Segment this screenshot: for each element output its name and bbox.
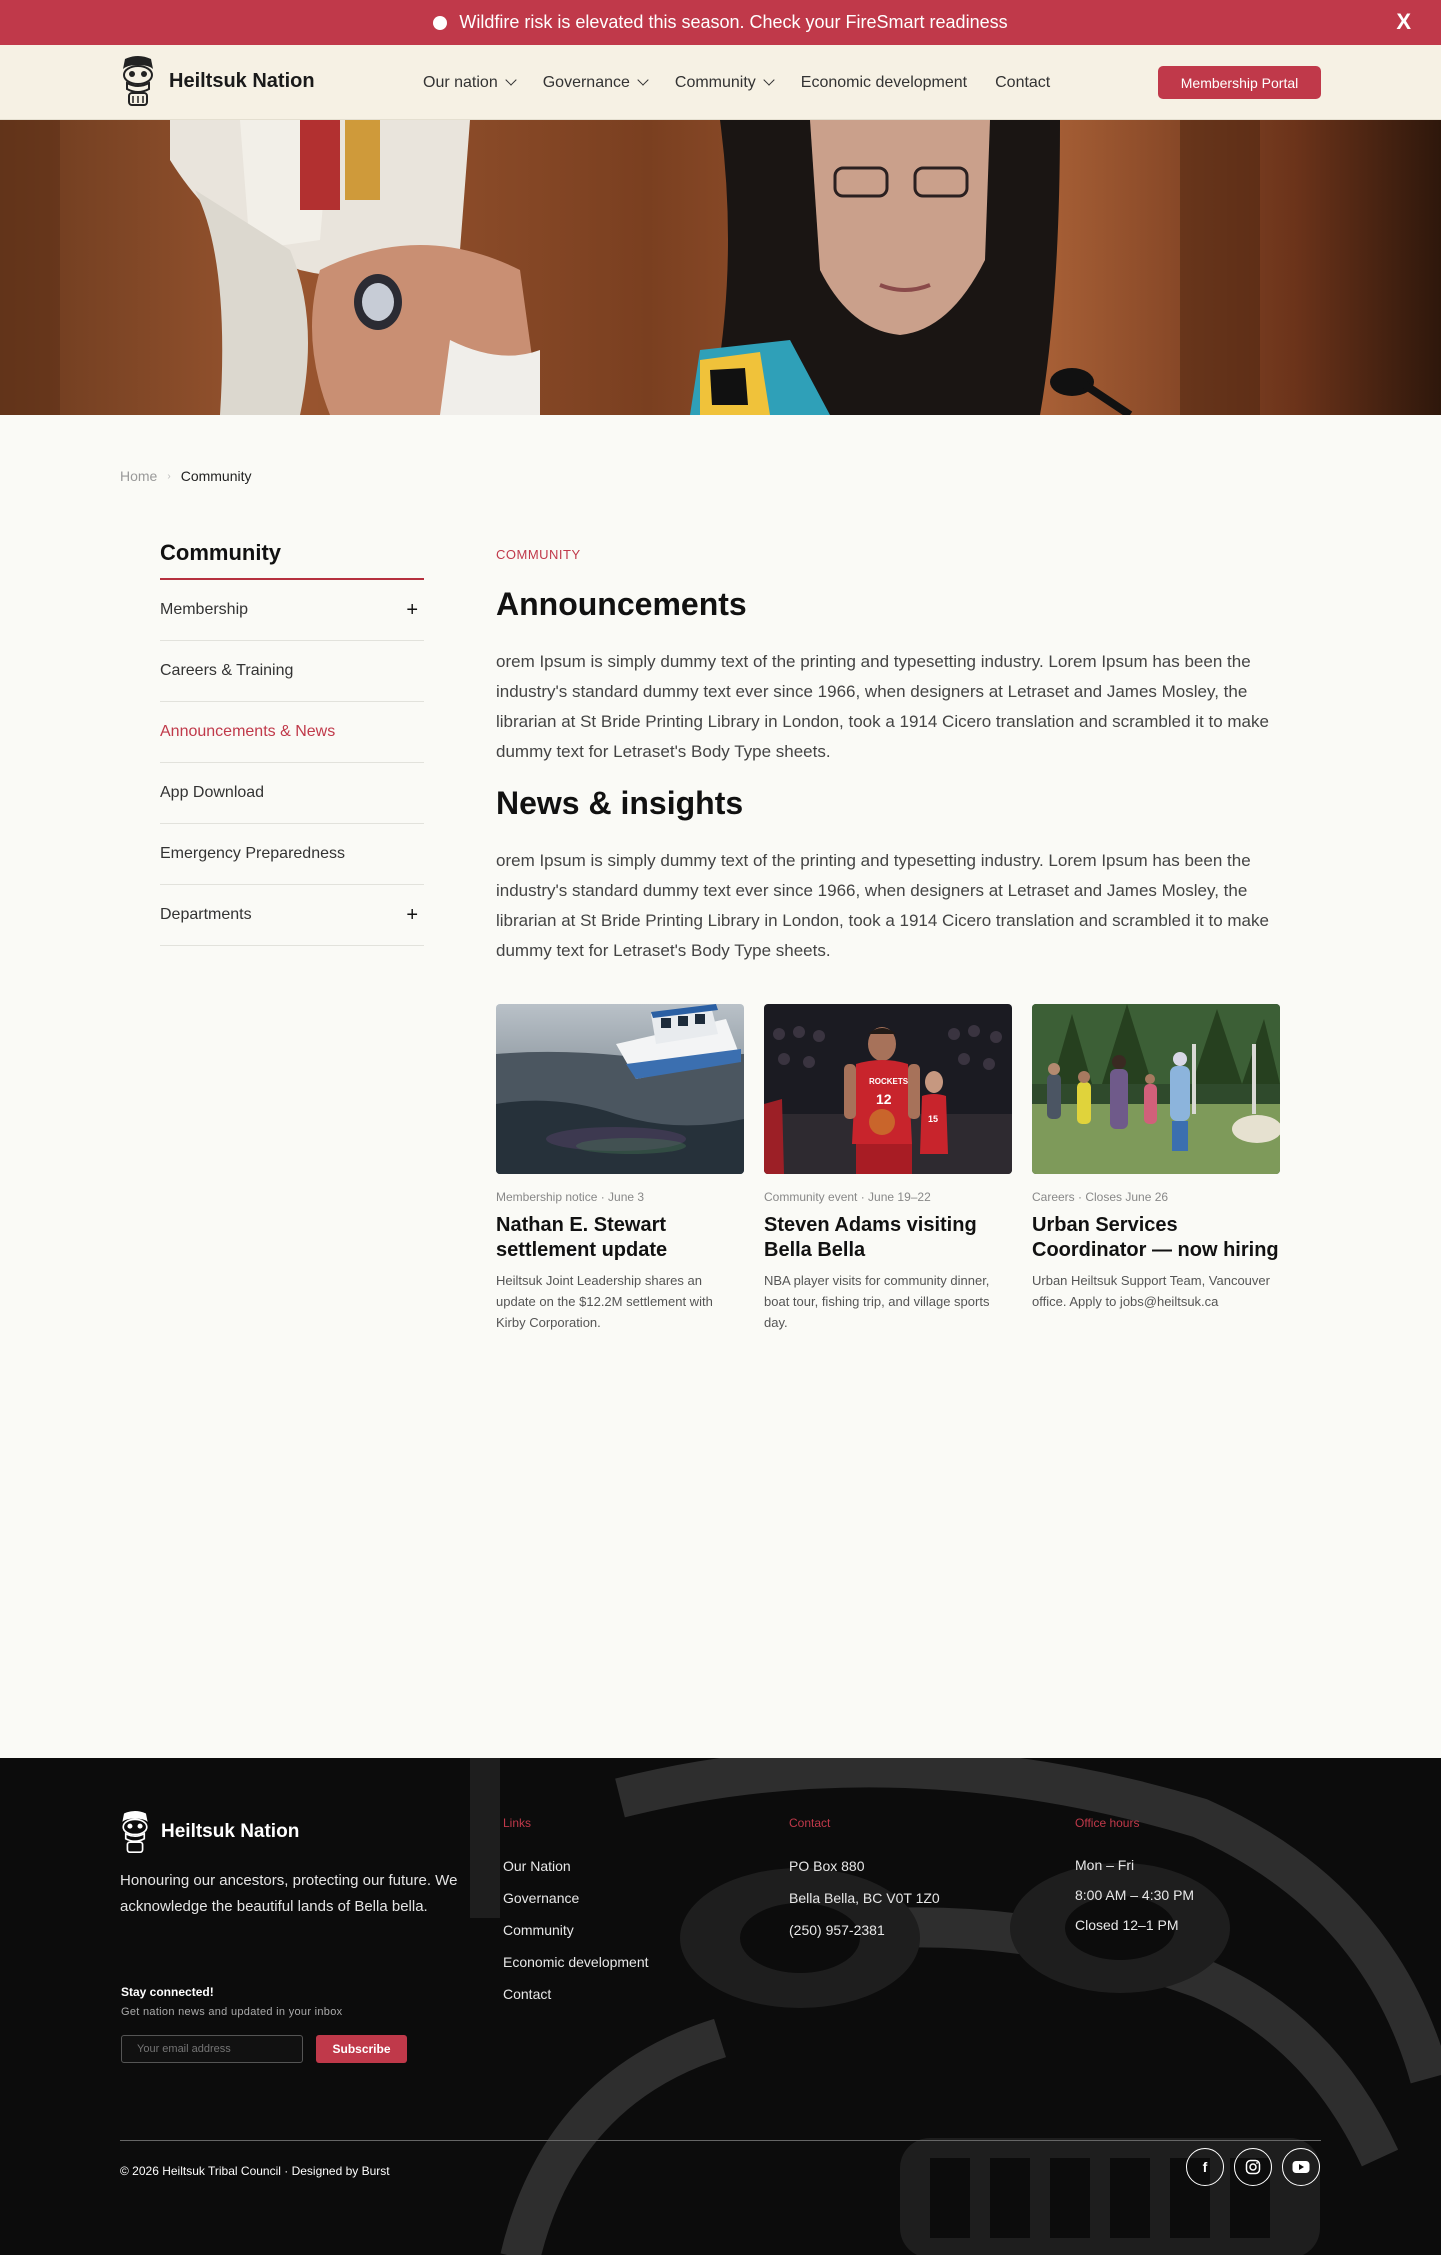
nav-our-nation[interactable] [423,74,515,92]
alert-dot-icon [433,16,447,30]
breadcrumb-separator: › [167,470,171,482]
community-gathering-photo [1032,1004,1280,1174]
chevron-down-icon [505,74,516,85]
main-nav [423,45,1078,120]
news-card-grid [496,1004,1286,1333]
chevron-down-icon [763,74,774,85]
card-meta: Membership notice · June 3 [496,1190,645,1204]
chevron-down-icon [637,74,648,85]
footer-logo[interactable] [119,1810,299,1854]
footer-contact-column [789,1816,940,1946]
heiltsuk-logo-icon [119,1810,151,1854]
contact-address: Bella Bella, BC V0T 1Z0 [789,1890,940,1906]
card-image-community-gathering[interactable] [1032,1004,1280,1174]
sidebar-item-announcements-news[interactable] [160,702,424,763]
site-footer [0,1758,1441,2255]
footer-hours-column [1075,1816,1194,1940]
youtube-icon [1292,2160,1310,2174]
nav-community[interactable] [675,74,773,92]
sidebar-item-label: Emergency Preparedness [160,845,345,862]
contact-phone[interactable]: (250) 957-2381 [789,1922,885,1938]
footer-link-economic-development[interactable]: Economic development [503,1954,649,1970]
instagram-icon [1245,2159,1261,2175]
card-description: NBA player visits for community dinner, boat tour, fishing trip, and village sports day. [764,1273,990,1330]
sunken-tug-photo [496,1004,744,1174]
plus-icon[interactable]: + [406,903,418,926]
news-card[interactable] [1032,1004,1280,1333]
basketball-player-photo [764,1004,1012,1174]
sidebar-item-label: Careers & Training [160,662,294,679]
site-header [0,45,1441,120]
breadcrumb [120,468,252,484]
card-image-steven-adams[interactable] [764,1004,1012,1174]
footer-divider [120,2140,1321,2141]
sidebar-item-label: Announcements & News [160,723,336,740]
jersey-number-12: 12 [876,1091,892,1107]
alert-close-button[interactable]: X [1396,9,1411,34]
section-sidebar [160,540,424,946]
subscribe-button[interactable]: Subscribe [316,2035,407,2063]
announcements-paragraph: orem Ipsum is simply dummy text of the printing and typesetting industry. Lorem Ipsum has been the industry's standard dummy text ever since 1966, when designers at Letraset and James Mosley, the librarian at St Bride Printing Library in London, took a 1914 Cicero translation and scrambled it to make dummy text for Letraset's Body Type sheets. [496,652,1269,761]
nav-label: Community [674,73,756,91]
alert-text: Wildfire risk is elevated this season. Check your FireSmart readiness [459,12,1008,32]
sidebar-item-app-download[interactable] [160,763,424,824]
footer-link-our-nation[interactable]: Our Nation [503,1858,571,1874]
youtube-link[interactable] [1282,2148,1320,2186]
card-title[interactable]: Nathan E. Stewart settlement update [496,1214,668,1261]
nav-economic-development[interactable] [801,74,967,92]
card-image-sunken-tug[interactable] [496,1004,744,1174]
nav-contact[interactable] [995,74,1050,92]
hero-photo [0,120,1441,415]
sidebar-item-label: Membership [160,601,249,618]
plus-icon[interactable]: + [406,598,418,621]
footer-brand-name: Heiltsuk Nation [161,1821,300,1842]
facebook-link[interactable] [1186,2148,1224,2186]
footer-tagline: Honouring our ancestors, protecting our future. We acknowledge the beautiful lands of Bella bella. [120,1872,458,1915]
newsletter-subtitle: Get nation news and updated in your inbox [121,2006,343,2018]
instagram-link[interactable] [1234,2148,1272,2186]
footer-hours-heading: Office hours [1075,1816,1140,1830]
jersey-text: ROCKETS [869,1077,909,1086]
hours-days: Mon – Fri [1075,1857,1135,1873]
facebook-icon: f [1202,2159,1208,2175]
news-insights-paragraph: orem Ipsum is simply dummy text of the printing and typesetting industry. Lorem Ipsum has been the industry's standard dummy text ever since 1966, when designers at Letraset and James Mosley, the librarian at St Bride Printing Library in London, took a 1914 Cicero translation and scrambled it to make dummy text for Letraset's Body Type sheets. [496,851,1269,960]
breadcrumb-current: Community [180,468,252,484]
brand-name: Heiltsuk Nation [169,69,315,92]
sidebar-item-emergency-preparedness[interactable] [160,824,424,885]
footer-link-contact[interactable]: Contact [503,1986,552,2002]
card-title[interactable]: Urban Services Coordinator — now hiring [1032,1214,1279,1261]
card-meta: Community event · June 19–22 [764,1190,931,1204]
footer-link-governance[interactable]: Governance [503,1890,580,1906]
breadcrumb-home-link[interactable]: Home [120,468,158,484]
hero-photo-illustration [0,120,1441,415]
news-insights-heading: News & insights [496,785,744,821]
hours-time: 8:00 AM – 4:30 PM [1075,1887,1195,1903]
sidebar-item-careers-training[interactable] [160,641,424,702]
footer-contact-heading: Contact [789,1816,831,1830]
sidebar-item-departments[interactable] [160,885,424,946]
card-description: Heiltsuk Joint Leadership shares an update on the $12.2M settlement with Kirby Corporation. [496,1273,713,1330]
membership-portal-button[interactable]: Membership Portal [1158,66,1321,99]
sidebar-item-label: Departments [160,906,252,923]
main-content [496,540,1286,1333]
nav-label: Our nation [423,73,498,91]
nav-label: Economic development [800,73,968,91]
announcements-heading: Announcements [496,586,747,622]
footer-link-community[interactable]: Community [503,1922,574,1938]
card-title[interactable]: Steven Adams visiting Bella Bella [764,1214,977,1261]
nav-label: Governance [542,73,630,91]
newsletter-title: Stay connected! [121,1985,214,1999]
card-description: Urban Heiltsuk Support Team, Vancouver office. Apply to jobs@heiltsuk.ca [1032,1273,1270,1309]
card-meta: Careers · Closes June 26 [1032,1190,1169,1204]
hours-closed: Closed 12–1 PM [1075,1917,1179,1933]
newsletter-email-input[interactable] [121,2035,303,2063]
footer-links-column [503,1816,649,2010]
nav-label: Contact [995,73,1051,91]
footer-links-heading: Links [503,1816,532,1830]
news-card[interactable] [764,1004,1012,1333]
site-logo-link[interactable] [119,55,315,107]
wildfire-alert-bar [0,0,1441,45]
heiltsuk-logo-icon [119,55,157,107]
sidebar-title: Community [160,540,424,580]
news-card[interactable] [496,1004,744,1333]
nav-governance[interactable] [543,74,647,92]
sidebar-item-membership[interactable] [160,580,424,641]
sidebar-item-label: App Download [160,784,265,801]
footer-copyright: © 2026 Heiltsuk Tribal Council · Designed by Burst [120,2164,390,2178]
contact-po-box: PO Box 880 [789,1858,865,1874]
jersey-number-15: 15 [928,1114,939,1124]
section-eyebrow: COMMUNITY [496,547,581,562]
